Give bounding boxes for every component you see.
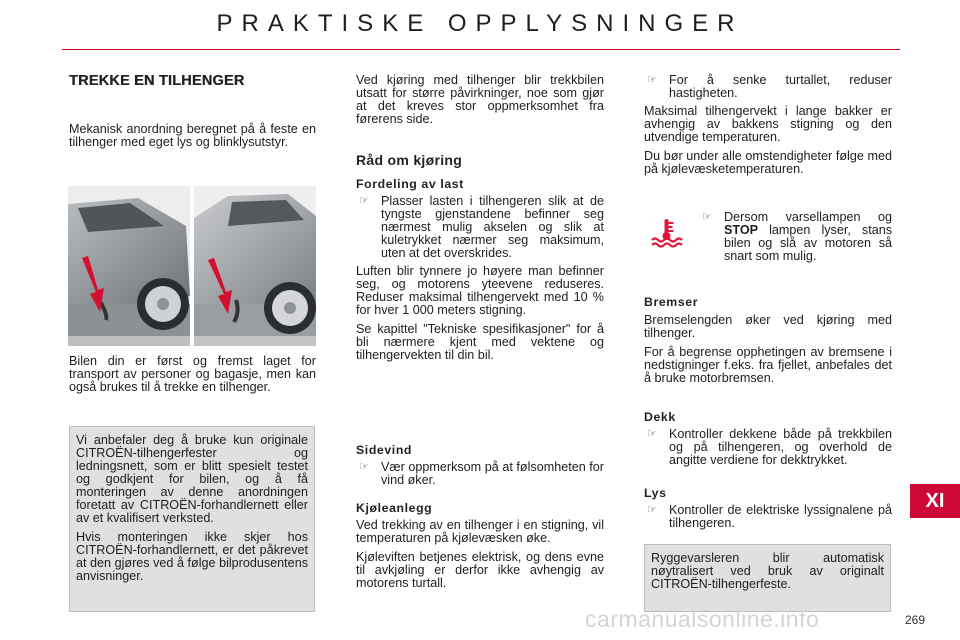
lights-bullet-text: Kontroller de elektriske lyssignalene på tilhengeren.: [669, 503, 892, 530]
cooling-text-1: Ved trekking av en tilhenger i en stigning, vil temperaturen på kjølevæsken øke.: [356, 518, 604, 545]
recommendation-box: [69, 426, 315, 612]
hills-text: Maksimal tilhengervekt i lange bakker er avhengig av bakkens stigning og den utvendige temperaturen.: [644, 104, 892, 144]
coolant-watch-text: Du bør under alle omstendigheter følge med på kjølevæsketemperaturen.: [644, 149, 892, 176]
cooling-title: Kjøleanlegg: [356, 501, 433, 515]
crosswind-title: Sidevind: [356, 443, 413, 457]
lights-title: Lys: [644, 486, 667, 500]
load-distribution-title: Fordeling av last: [356, 177, 464, 191]
tyres-title: Dekk: [644, 410, 676, 424]
parking-sensor-box: [644, 544, 891, 612]
cooling-text-2: Kjøleviften betjenes elektrisk, og dens evne til avkjøling er derfor ikke avhengig av motorens turtall.: [356, 550, 604, 590]
pointing-hand-icon: ☞: [359, 195, 369, 207]
towing-after-image: Bilen din er først og fremst laget for transport av personer og bagasje, men kan også brukes til å trekke en tilhenger.: [69, 354, 316, 394]
brakes-text-2: For å begrense opphetingen av bremsene i nedstigninger f.eks. fra fjellet, anbefales det å bruke motorbremsen.: [644, 345, 892, 385]
warning-text-post: lampen lyser, stans bilen og slå av motoren så snart som mulig.: [724, 223, 892, 263]
watermark: carmanualsonline.info: [585, 606, 820, 632]
page-number: 269: [905, 613, 926, 627]
cooling-block: [356, 519, 604, 596]
hills-block: [644, 74, 892, 182]
page-title: PRAKTISKE OPPLYSNINGER: [216, 10, 744, 37]
load-bullet-text: Plasser lasten i tilhengeren slik at de tyngste gjenstandene befinner seg nærmest mulig akselen og slik at kuletrykket nærmer seg maksimum, uten at det overskrides.: [381, 194, 604, 260]
tyres-bullet-text: Kontroller dekkene både på trekkbilen og på tilhengeren, og overhold de angitte verdiene for dekktrykket.: [669, 427, 892, 467]
pointing-hand-icon: ☞: [647, 504, 657, 516]
brakes-text-1: Bremselengden øker ved kjøring med tilhenger.: [644, 313, 892, 340]
parking-sensor-text: Ryggevarsleren blir automatisk nøytralisert ved bruk av originalt CITROËN-tilhengerfeste.: [651, 551, 884, 591]
crosswind-block: [356, 461, 604, 492]
chapter-tab: XI: [910, 484, 960, 518]
crosswind-bullet: [356, 461, 604, 487]
towbar-illustration: [68, 186, 316, 346]
lights-block: [644, 504, 892, 535]
section-title-towing: TREKKE EN TILHENGER: [69, 73, 245, 89]
recommendation-text-2: Hvis monteringen ikke skjer hos CITROËN-forhandlernett, er det påkrevet at den gjøres ved å følge bilprodusentens anvisninger.: [76, 530, 308, 583]
crosswind-bullet-text: Vær oppmerksom på at følsomheten for vind øker.: [381, 460, 604, 487]
brakes-block: [644, 314, 892, 391]
load-bullet: [356, 195, 604, 260]
header-rule: [62, 49, 900, 50]
recommendation-text-1: Vi anbefaler deg å bruke kun originale CITROËN-tilhengerfester og ledningsnett, som er blitt spesielt testet og godkjent for bilen, og å få monteringen av denne anordningen foretatt av CITROËN-forhandlernett eller av et kvalifisert verksted.: [76, 433, 308, 525]
driving-advice-title: Råd om kjøring: [356, 152, 463, 168]
pointing-hand-icon: ☞: [647, 428, 657, 440]
pointing-hand-icon: ☞: [647, 74, 657, 86]
lights-bullet: [644, 504, 892, 530]
specs-reference-text: Se kapittel "Tekniske spesifikasjoner" for å bli nærmere kjent med vektene og tilhengervekten til din bil.: [356, 322, 604, 362]
stop-label: STOP: [724, 223, 759, 237]
pointing-hand-icon: ☞: [359, 461, 369, 473]
warning-bullet: [699, 211, 892, 263]
pointing-hand-icon: ☞: [702, 211, 712, 223]
driving-intro: Ved kjøring med tilhenger blir trekkbilen utsatt for større påvirkninger, noe som gjør at det kreves stor oppmerksomhet fra førerens side.: [356, 73, 604, 126]
tyres-bullet: [644, 428, 892, 467]
brakes-title: Bremser: [644, 295, 699, 309]
warning-block: [699, 211, 892, 268]
load-distribution-block: [356, 195, 604, 368]
warning-text-pre: Dersom varsellampen og: [724, 210, 892, 224]
tyres-block: [644, 428, 892, 472]
towing-intro: Mekanisk anordning beregnet på å feste en tilhenger med eget lys og blinklysutstyr.: [69, 122, 316, 149]
reduce-speed-bullet: [644, 74, 892, 100]
coolant-temperature-icon: [650, 217, 684, 249]
reduce-speed-text: For å senke turtallet, reduser hastigheten.: [669, 73, 892, 100]
altitude-text: Luften blir tynnere jo høyere man befinner seg, og motorens yteevene reduseres. Reduser maksimal tilhengervekt med 10 % for hver 1 000 meters stigning.: [356, 264, 604, 317]
